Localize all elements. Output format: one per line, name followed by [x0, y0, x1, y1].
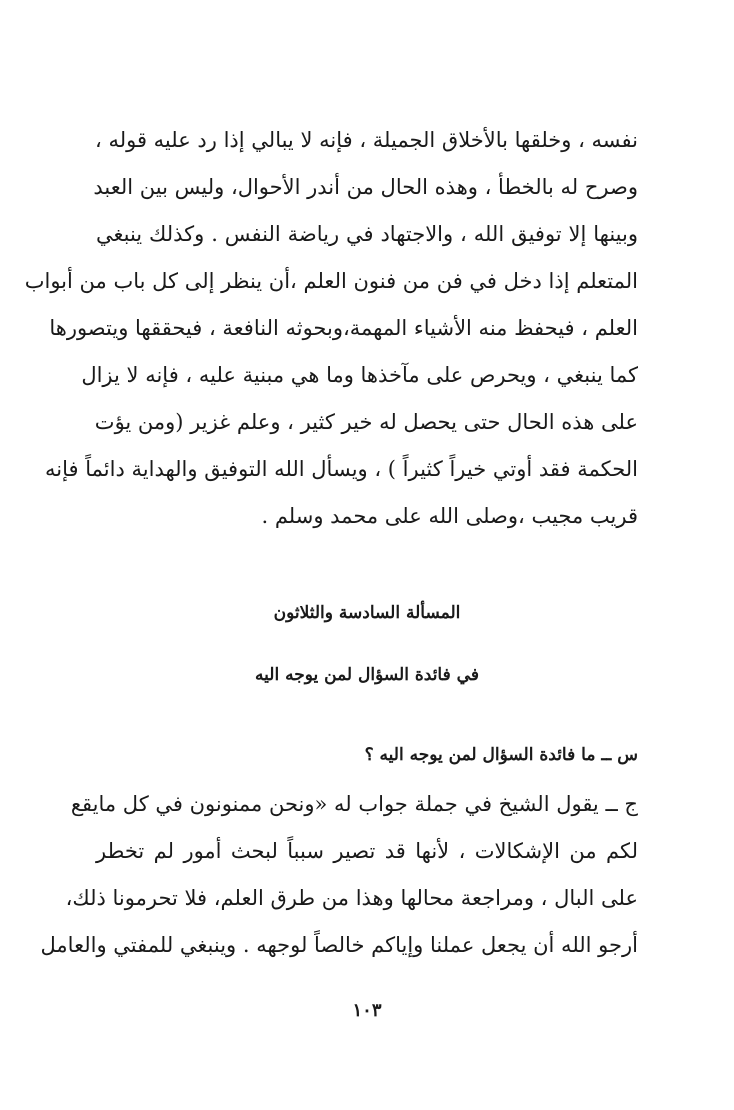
- paragraph-line: قريب مجيب ،وصلى الله على محمد وسلم .: [261, 504, 638, 528]
- section-subtitle: في فائدة السؤال لمن يوجه اليه: [255, 665, 479, 685]
- page-number: ١٠٣: [352, 1000, 382, 1021]
- paragraph-line: العلم ، فيحفظ منه الأشياء المهمة،وبحوثه النافعة ، فيحققها ويتصورها: [49, 316, 638, 340]
- question-line: س ــ ما فائدة السؤال لمن يوجه اليه ؟: [364, 745, 638, 765]
- paragraph-line: وصرح له بالخطأ ، وهذه الحال من أندر الأحوال، وليس بين العبد: [93, 175, 638, 199]
- paragraph-line: لكم من الإشكالات ، لأنها قد تصير سبباً لبحث أمور لم تخطر: [96, 839, 638, 863]
- paragraph-line: وبينها إلا توفيق الله ، والاجتهاد في رياضة النفس . وكذلك ينبغي: [96, 222, 638, 246]
- paragraph-line: على البال ، ومراجعة محالها وهذا من طرق العلم، فلا تحرمونا ذلك،: [65, 886, 638, 910]
- paragraph-line: الحكمة فقد أوتي خيراً كثيراً ) ، ويسأل الله التوفيق والهداية دائماً فإنه: [45, 457, 638, 481]
- paragraph-line: على هذه الحال حتى يحصل له خير كثير ، وعلم غزير (ومن يؤت: [94, 410, 638, 434]
- paragraph-line: المتعلم إذا دخل في فن من فنون العلم ،أن ينظر إلى كل باب من أبواب: [24, 269, 638, 293]
- section-title: المسألة السادسة والثلاثون: [273, 603, 461, 623]
- paragraph-line: أرجو الله أن يجعل عملنا وإياكم خالصاً لوجهه . وينبغي للمفتي والعامل: [40, 933, 638, 957]
- paragraph-line: نفسه ، وخلقها بالأخلاق الجميلة ، فإنه لا يبالي إذا رد عليه قوله ،: [95, 128, 638, 152]
- paragraph-line: ج ــ يقول الشيخ في جملة جواب له «ونحن ممنونون في كل مايقع: [70, 792, 638, 816]
- paragraph-line: كما ينبغي ، ويحرص على مآخذها وما هي مبنية عليه ، فإنه لا يزال: [81, 363, 638, 387]
